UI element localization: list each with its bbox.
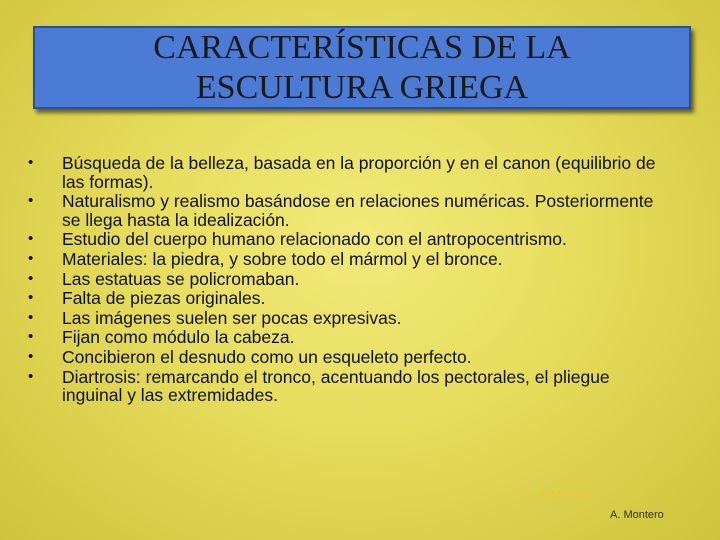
bullet-icon: • — [28, 230, 34, 248]
title-box — [33, 26, 691, 109]
list-item — [28, 348, 668, 367]
bullet-text: Materiales: la piedra, y sobre todo el mármol y el bronce. — [62, 248, 503, 269]
list-item — [28, 289, 668, 308]
bullet-text: Naturalismo y realismo basándose en relaciones numéricas. Posteriormente se llega hasta la idealización. — [62, 191, 654, 230]
bullet-icon: • — [28, 249, 34, 267]
list-item — [28, 368, 668, 405]
list-item — [28, 192, 668, 229]
bullet-icon: • — [28, 347, 34, 365]
list-item — [28, 309, 668, 328]
bullet-text: Fijan como módulo la cabeza. — [62, 327, 295, 348]
bullet-list — [28, 154, 668, 406]
author-credit: A. Montero — [610, 509, 664, 521]
slide-title: CARACTERÍSTICAS DE LA ESCULTURA GRIEGA — [153, 28, 571, 106]
list-item — [28, 328, 668, 347]
list-item — [28, 230, 668, 249]
bullet-text: Las imágenes suelen ser pocas expresivas. — [62, 307, 402, 328]
bullet-text: Falta de piezas originales. — [62, 288, 266, 309]
list-item — [28, 250, 668, 269]
bullet-text: Las estatuas se policromaban. — [62, 268, 300, 289]
bullet-icon: • — [28, 367, 34, 385]
bullet-icon: • — [28, 308, 34, 326]
list-item — [28, 154, 668, 191]
bullet-icon: • — [28, 269, 34, 287]
author-watermark: A. Montero — [538, 489, 592, 501]
bullet-icon: • — [28, 328, 34, 346]
bullet-icon: • — [28, 154, 34, 171]
bullet-text: Estudio del cuerpo humano relacionado con el antropocentrismo. — [62, 229, 567, 250]
bullet-icon: • — [28, 192, 34, 210]
bullet-text: Concibieron el desnudo como un esqueleto perfecto. — [62, 346, 472, 367]
bullet-text: Diartrosis: remarcando el tronco, acentuando los pectorales, el pliegue inguinal y las extremidades. — [62, 366, 610, 406]
bullet-text: Búsqueda de la belleza, basada en la proporción y en el canon (equilibrio de las formas). — [62, 153, 656, 192]
list-item — [28, 270, 668, 289]
bullet-icon: • — [28, 289, 34, 307]
